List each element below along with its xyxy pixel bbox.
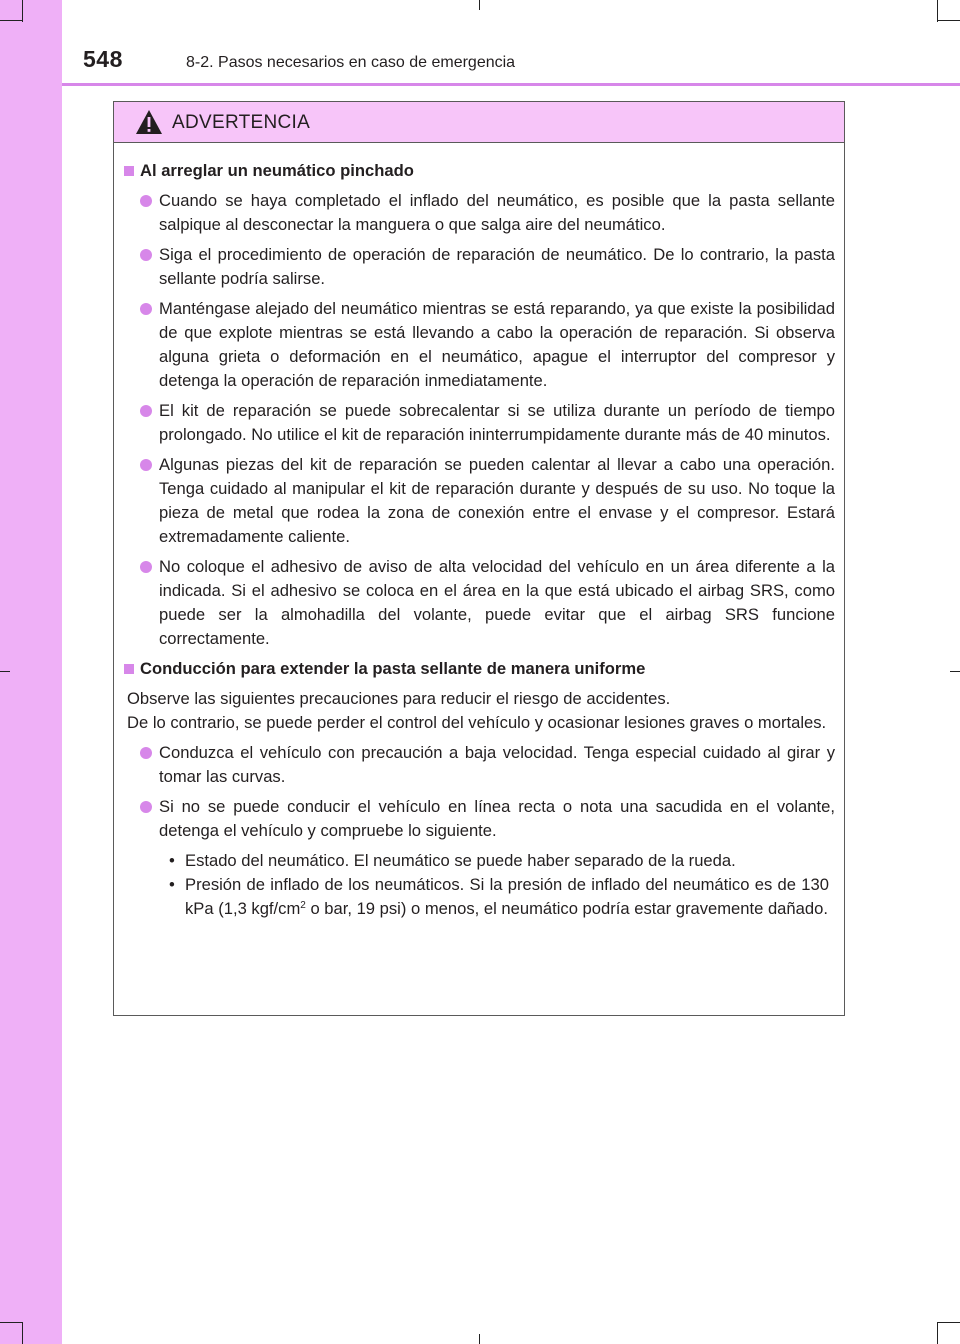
warning-triangle-icon: [135, 109, 163, 135]
list-item: [124, 297, 835, 393]
intro-line: De lo contrario, se puede perder el control del vehículo y ocasionar lesiones graves o mortales.: [127, 713, 827, 732]
item-text: No coloque el adhesivo de aviso de alta velocidad del vehículo en un área diferente a la indicada. Si el adhesivo se coloca en el área en la que está ubicado el airbag SRS, como puede ser la almohadilla del volante, puede evitar que el airbag SRS funcione correctamente.: [159, 557, 835, 648]
intro-paragraph: [124, 687, 835, 735]
warning-header: [114, 102, 844, 143]
list-item: [124, 555, 835, 651]
list-item: [124, 795, 835, 843]
intro-line: Observe las siguientes precauciones para reducir el riesgo de accidentes.: [127, 689, 671, 708]
crop-mark: [22, 1322, 23, 1344]
circle-bullet-icon: [140, 459, 152, 471]
list-item: [124, 741, 835, 789]
heading-text: Conducción para extender la pasta sellante de manera uniforme: [140, 659, 646, 678]
sub-item-text: Presión de inflado de los neumáticos. Si la presión de inflado del neumático es de 130 kPa (1,3 kgf/cm: [185, 875, 829, 918]
crop-mark: [22, 0, 23, 22]
item-text: Si no se puede conducir el vehículo en línea recta o nota una sacudida en el volante, detenga el vehículo y compruebe lo siguiente.: [159, 797, 835, 840]
crop-mark: [950, 671, 960, 672]
section-title: 8-2. Pasos necesarios en caso de emergencia: [186, 54, 516, 71]
circle-bullet-icon: [140, 405, 152, 417]
list-item: [124, 399, 835, 447]
sub-item-text-cont: o bar, 19 psi) o menos, el neumático podría estar gravemente dañado.: [305, 899, 828, 918]
crop-mark: [0, 671, 10, 672]
warning-box: [113, 101, 845, 1016]
sub-list-item: [124, 873, 835, 921]
square-bullet-icon: [124, 664, 134, 674]
item-text: Conduzca el vehículo con precaución a baja velocidad. Tenga especial cuidado al girar y tomar las curvas.: [159, 743, 835, 786]
warning-title: ADVERTENCIA: [172, 112, 311, 133]
circle-bullet-icon: [140, 249, 152, 261]
item-text: El kit de reparación se puede sobrecalentar si se utiliza durante un período de tiempo prolongado. No utilice el kit de reparación ininterrumpidamente durante más de 40 minutos.: [159, 401, 835, 444]
list-item: [124, 243, 835, 291]
section-heading: [124, 159, 835, 183]
circle-bullet-icon: [140, 303, 152, 315]
sub-list-item: [124, 849, 835, 873]
crop-mark: [937, 20, 960, 21]
circle-bullet-icon: [140, 195, 152, 207]
list-item: [124, 189, 835, 237]
sub-item-text: Estado del neumático. El neumático se puede haber separado de la rueda.: [185, 851, 736, 870]
superscript: 2: [300, 900, 306, 911]
crop-mark: [479, 0, 480, 10]
crop-mark: [937, 0, 938, 22]
list-item: [124, 453, 835, 549]
item-text: Algunas piezas del kit de reparación se pueden calentar al llevar a cabo una operación. Tenga cuidado al manipular el kit de reparación durante y después de su uso. No toque la pieza de metal que rodea la zona de conexión entre el envase y el compresor. Estará extremadamente caliente.: [159, 455, 835, 546]
crop-mark: [479, 1334, 480, 1344]
heading-text: Al arreglar un neumático pinchado: [140, 161, 414, 180]
circle-bullet-icon: [140, 747, 152, 759]
section-heading: [124, 657, 835, 681]
page-number: 548: [83, 46, 123, 72]
header-rule: [62, 83, 960, 86]
item-text: Manténgase alejado del neumático mientras se está reparando, ya que existe la posibilidad de que explote mientras se está llevando a cabo la operación de reparación. Si observa alguna grieta o deformación en el neumático, apague el interruptor del compresor y detenga la operación de reparación inmediatamente.: [159, 299, 835, 390]
sub-bullet: •: [169, 851, 175, 870]
crop-mark: [0, 1322, 22, 1323]
crop-mark: [937, 1322, 938, 1344]
sub-bullet: •: [169, 875, 175, 894]
square-bullet-icon: [124, 166, 134, 176]
circle-bullet-icon: [140, 801, 152, 813]
item-text: Cuando se haya completado el inflado del neumático, es posible que la pasta sellante salpique al desconectar la manguera o que salga aire del neumático.: [159, 191, 835, 234]
circle-bullet-icon: [140, 561, 152, 573]
warning-content: [124, 159, 835, 921]
left-margin-band: [0, 0, 62, 1344]
crop-mark: [937, 1322, 960, 1323]
item-text: Siga el procedimiento de operación de reparación de neumático. De lo contrario, la pasta sellante podría salirse.: [159, 245, 835, 288]
crop-mark: [0, 20, 22, 21]
